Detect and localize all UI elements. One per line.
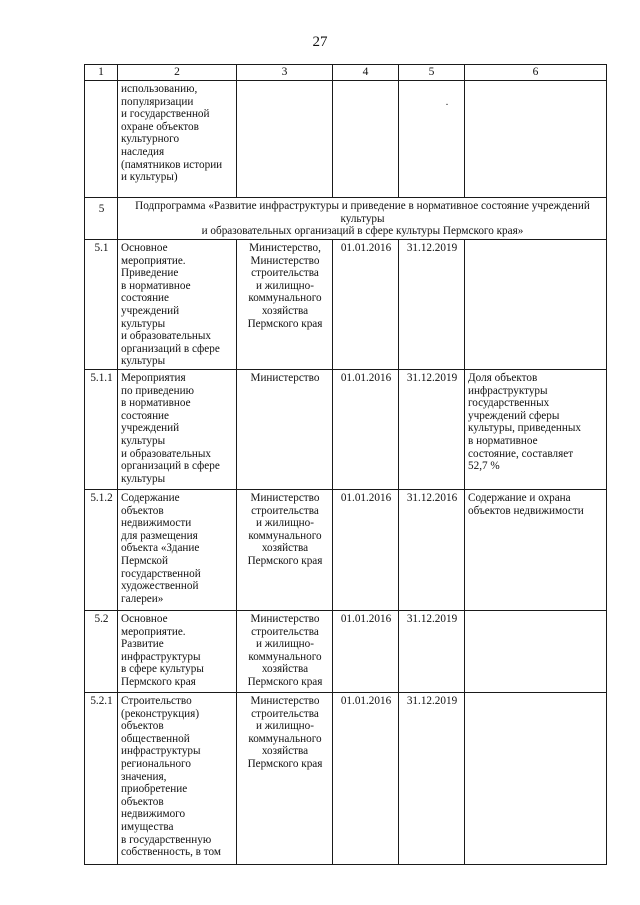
start-date: 01.01.2016 <box>333 370 399 490</box>
end-date: 31.12.2019 <box>399 240 465 370</box>
measure-name: Основное мероприятие. Приведение в нормативное состояние учреждений культуры и образовательных организаций в сфере культуры <box>118 240 237 370</box>
end-date <box>399 81 465 198</box>
measure-name: Содержание объектов недвижимости для размещения объекта «Здание Пермской государственной художественной галереи» <box>118 490 237 611</box>
subprogram-row <box>85 198 607 240</box>
row-number: 5.2.1 <box>85 693 118 865</box>
table-row <box>85 611 607 693</box>
expected-result: Содержание и охрана объектов недвижимости <box>465 490 607 611</box>
table-row <box>85 240 607 370</box>
row-number: 5 <box>85 198 118 240</box>
table-row <box>85 490 607 611</box>
scan-mark: . <box>445 97 449 108</box>
executor: Министерство <box>237 370 333 490</box>
executor: Министерство строительства и жилищно- коммунального хозяйства Пермского края <box>237 693 333 865</box>
row-number: 5.2 <box>85 611 118 693</box>
start-date <box>333 81 399 198</box>
column-header-4: 4 <box>333 65 399 81</box>
start-date: 01.01.2016 <box>333 240 399 370</box>
executor: Министерство строительства и жилищно- коммунального хозяйства Пермского края <box>237 490 333 611</box>
expected-result: Доля объектов инфраструктуры государственных учреждений сферы культуры, приведенных в нормативное состояние, составляет 52,7 % <box>465 370 607 490</box>
start-date: 01.01.2016 <box>333 693 399 865</box>
start-date: 01.01.2016 <box>333 611 399 693</box>
table-row <box>85 81 607 198</box>
row-number <box>85 81 118 198</box>
column-header-3: 3 <box>237 65 333 81</box>
row-number: 5.1.2 <box>85 490 118 611</box>
measure-name: Мероприятия по приведению в нормативное состояние учреждений культуры и образовательных организаций в сфере культуры <box>118 370 237 490</box>
column-header-6: 6 <box>465 65 607 81</box>
column-header-2: 2 <box>118 65 237 81</box>
table-row <box>85 693 607 865</box>
end-date: 31.12.2019 <box>399 693 465 865</box>
executor <box>237 81 333 198</box>
expected-result <box>465 81 607 198</box>
table-header-row <box>85 65 607 81</box>
expected-result <box>465 611 607 693</box>
row-number: 5.1 <box>85 240 118 370</box>
measure-name: Основное мероприятие. Развитие инфраструктуры в сфере культуры Пермского края <box>118 611 237 693</box>
subprogram-title: Подпрограмма «Развитие инфраструктуры и приведение в нормативное состояние учреждений культуры и образовательных организаций в сфере культуры Пермского края» <box>118 198 607 240</box>
column-header-5: 5 <box>399 65 465 81</box>
expected-result <box>465 240 607 370</box>
measures-table <box>84 64 607 865</box>
end-date: 31.12.2019 <box>399 611 465 693</box>
row-number: 5.1.1 <box>85 370 118 490</box>
executor: Министерство строительства и жилищно- коммунального хозяйства Пермского края <box>237 611 333 693</box>
start-date: 01.01.2016 <box>333 490 399 611</box>
measure-name: Строительство (реконструкция) объектов общественной инфраструктуры регионального значения, приобретение объектов недвижимого имущества в государственную собственность, в том <box>118 693 237 865</box>
page-number: 27 <box>312 34 328 50</box>
end-date: 31.12.2019 <box>399 370 465 490</box>
column-header-1: 1 <box>85 65 118 81</box>
executor: Министерство, Министерство строительства и жилищно- коммунального хозяйства Пермского края <box>237 240 333 370</box>
expected-result <box>465 693 607 865</box>
end-date: 31.12.2016 <box>399 490 465 611</box>
measure-name: использованию, популяризации и государственной охране объектов культурного наследия (памятников истории и культуры) <box>118 81 237 198</box>
table-row <box>85 370 607 490</box>
